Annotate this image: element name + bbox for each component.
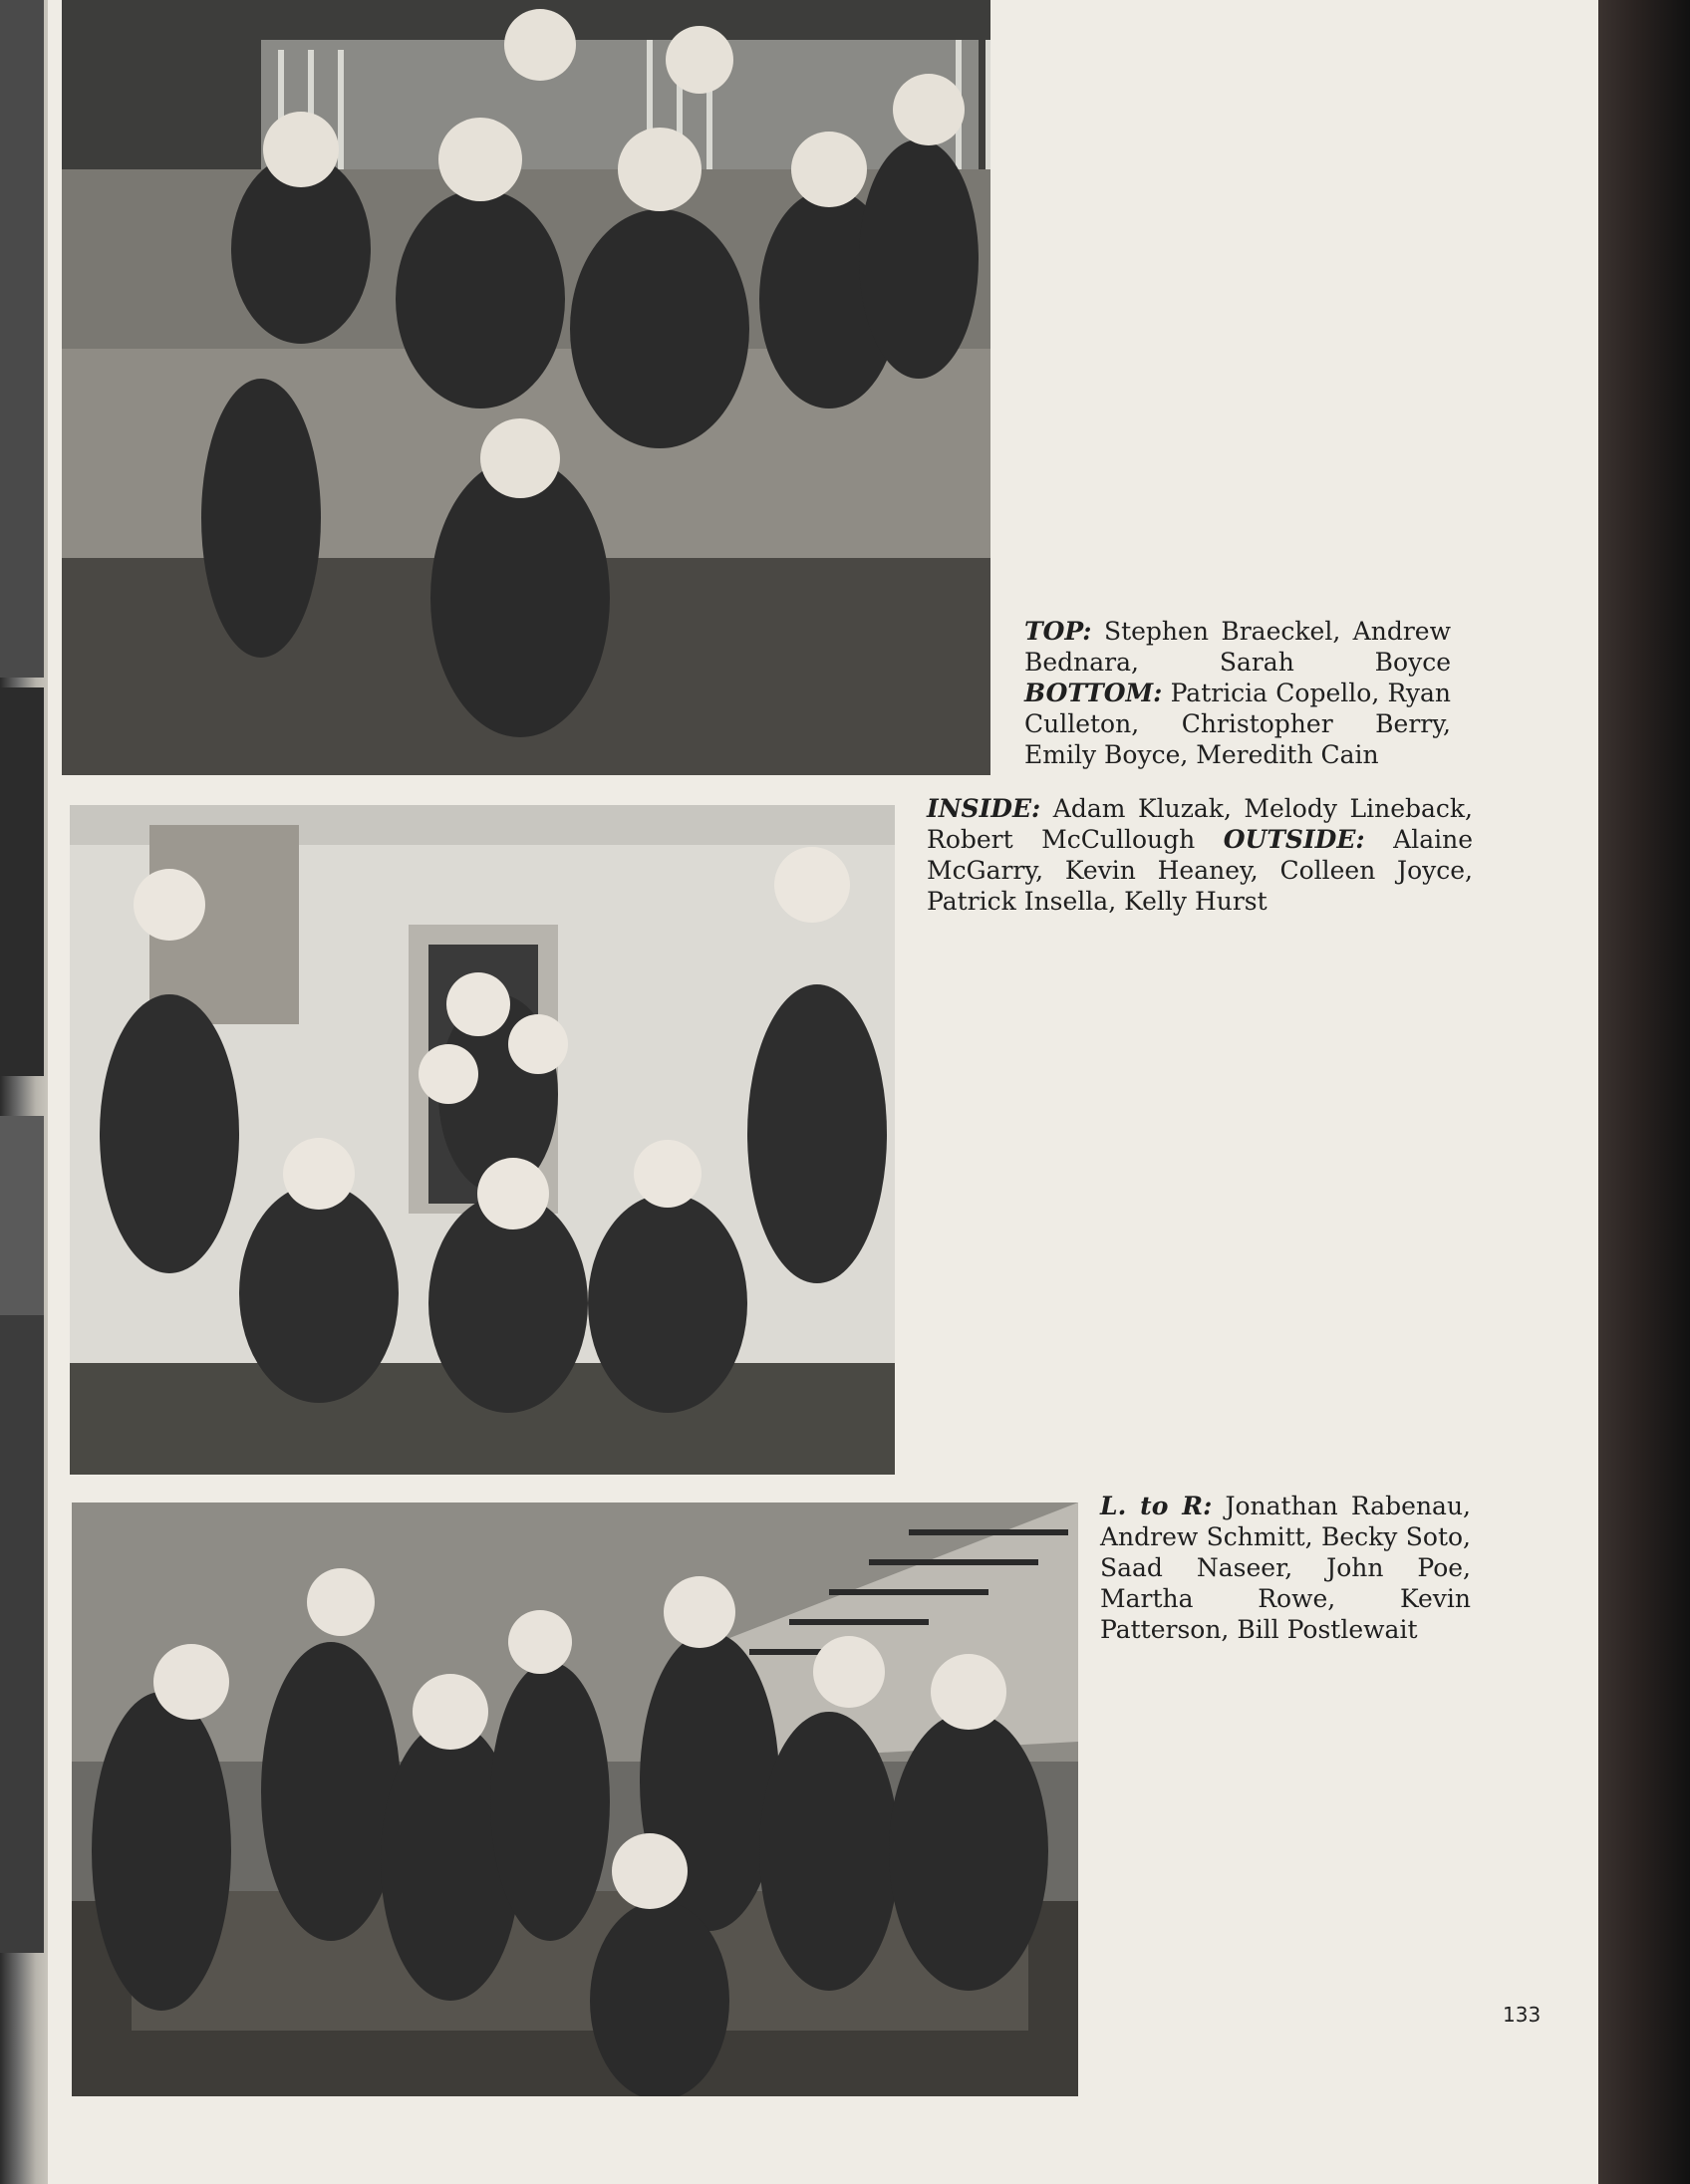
class-photo-bottom — [72, 1502, 1078, 2096]
adjacent-page-photo-strip — [0, 687, 44, 1076]
adjacent-page-photo-strip — [0, 0, 44, 678]
class-photo-middle-image — [70, 805, 895, 1475]
caption-names-top: Stephen Braeckel, Andrew Bednara, Sarah Boyce — [1024, 617, 1451, 677]
caption-photo-bottom — [1100, 1491, 1471, 1645]
class-photo-top — [62, 0, 990, 775]
caption-names-inside: Adam Kluzak, Melody Lineback, Robert McCullough — [927, 794, 1473, 854]
caption-label-inside: INSIDE: — [927, 794, 1041, 823]
class-photo-top-image — [62, 0, 990, 775]
class-photo-bottom-image — [72, 1502, 1078, 2096]
class-photo-middle — [70, 805, 895, 1475]
page-edge — [1598, 0, 1690, 2184]
caption-names-left-to-right: Jonathan Rabenau, Andrew Schmitt, Becky Soto, Saad Naseer, John Poe, Martha Rowe, Kevin Patterson, Bill Postlewait — [1100, 1492, 1472, 1644]
caption-label-left-to-right: L. to R: — [1100, 1492, 1213, 1520]
caption-label-outside: OUTSIDE: — [1223, 825, 1365, 854]
caption-names-outside: Alaine McGarry, Kevin Heaney, Colleen Joyce, Patrick Insella, Kelly Hurst — [927, 825, 1474, 916]
caption-photo-top — [1024, 616, 1451, 770]
page-number: 133 — [1503, 2003, 1542, 2027]
caption-photo-middle — [927, 793, 1473, 917]
adjacent-page-photo-strip — [0, 1315, 44, 1953]
caption-names-bottom: Patricia Copello, Ryan Culleton, Christopher Berry, Emily Boyce, Meredith Cain — [1024, 679, 1451, 769]
caption-label-top: TOP: — [1024, 617, 1092, 646]
caption-label-bottom: BOTTOM: — [1024, 679, 1163, 707]
adjacent-page-photo-strip — [0, 1116, 44, 1315]
